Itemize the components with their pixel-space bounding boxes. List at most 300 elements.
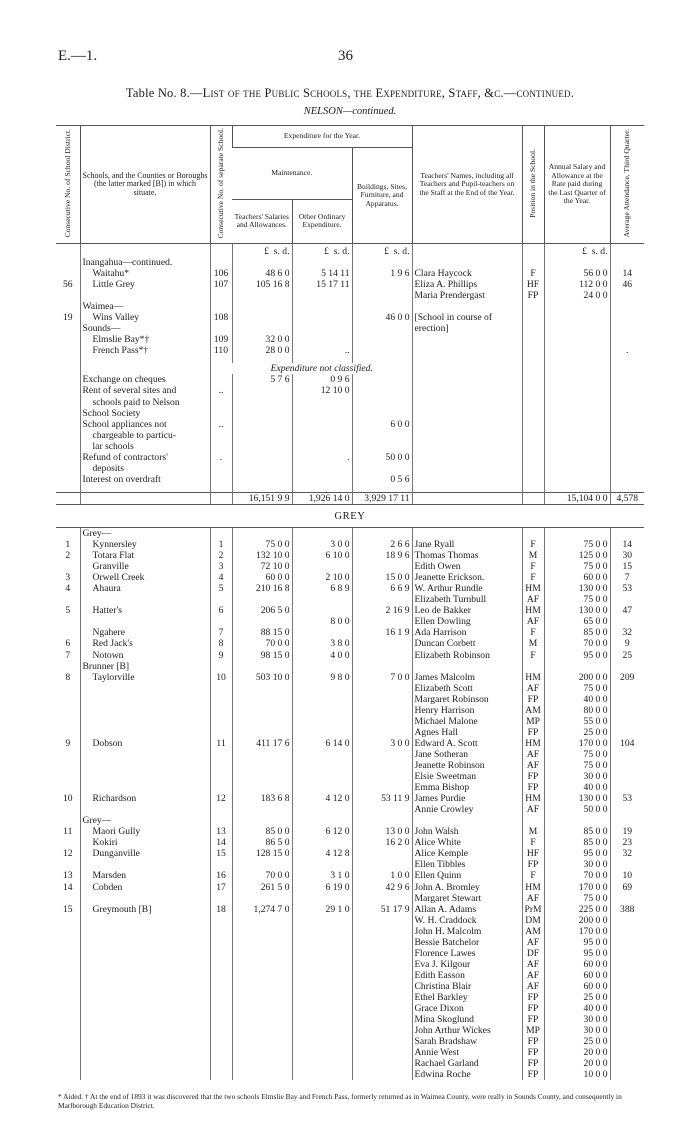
blank [522,463,544,474]
position: AF [522,594,544,605]
attendance [610,937,644,948]
blank [544,385,610,396]
other-expenditure: 6 19 0 [292,882,352,893]
attendance [610,1025,644,1036]
teacher-name: Agnes Hall [412,727,522,738]
col-expenditure: Expenditure for the Year. [232,126,412,148]
annual-salary: 225 0 0 [544,904,610,915]
school-no [210,926,232,937]
table-title [0,86,700,101]
table-row [56,323,644,334]
teachers-salaries: 132 10 0 [232,550,292,561]
blank [522,441,544,452]
schools-table [56,125,644,1080]
teachers-salaries [232,727,292,738]
teachers-salaries: 98 15 0 [232,650,292,661]
school-name [80,959,210,970]
school-name [80,771,210,782]
attendance [610,893,644,904]
other-expenditure [292,1014,352,1025]
teacher-name: Grace Dixon [412,1003,522,1014]
total-annual-salary: 15,104 0 0 [544,492,610,504]
school-no [210,463,232,474]
spacer-cell [210,356,232,363]
attendance [610,705,644,716]
position: AF [522,937,544,948]
school-no [210,948,232,959]
table-row [56,257,644,268]
blank [610,385,644,396]
annual-salary [544,345,610,356]
buildings: 3 0 0 [352,738,412,749]
attendance [610,749,644,760]
annual-salary [544,815,610,826]
misc-row [56,441,644,452]
teachers-salaries [232,749,292,760]
other-expenditure [292,1036,352,1047]
attendance [610,727,644,738]
district-no [56,683,80,694]
school-name [80,749,210,760]
annual-salary: 95 0 0 [544,948,610,959]
teachers-salaries: 60 0 0 [232,572,292,583]
position: AF [522,970,544,981]
annual-salary: 30 0 0 [544,1025,610,1036]
school-name [80,1058,210,1069]
other-expenditure: 9 8 0 [292,672,352,683]
buildings: 15 0 0 [352,572,412,583]
col-other-expenditure: Other Ordinary Expenditure. [292,199,352,243]
position: AF [522,616,544,627]
annual-salary: 25 0 0 [544,727,610,738]
district-no [56,1025,80,1036]
table-row [56,1069,644,1080]
attendance: 19 [610,826,644,837]
table-row [56,793,644,804]
school-no [210,782,232,793]
table-title-prefix: Table No. 8.— [125,86,203,100]
attendance [610,290,644,301]
teachers-salaries [232,804,292,815]
table-row [56,804,644,815]
other-expenditure [292,981,352,992]
attendance [610,616,644,627]
teachers-salaries [232,1036,292,1047]
school-no: 7 [210,627,232,638]
district-no [56,408,80,419]
school-name: Inangahua—continued. [80,257,210,268]
teachers-salaries [232,771,292,782]
attendance [610,716,644,727]
attendance [610,312,644,323]
teacher-name: Elizabeth Scott [412,683,522,694]
teacher-name: Thomas Thomas [412,550,522,561]
district-no [56,385,80,396]
spacer-cell [610,356,644,363]
teachers-salaries [232,616,292,627]
school-name [80,981,210,992]
attendance [610,1058,644,1069]
buildings: 46 0 0 [352,312,412,323]
district-no [56,981,80,992]
buildings: 1 9 6 [352,268,412,279]
position [522,815,544,826]
teacher-name: Ellen Tibbles [412,859,522,870]
teacher-name: Emma Bishop [412,782,522,793]
school-no: 2 [210,550,232,561]
teachers-salaries [232,1047,292,1058]
misc-row [56,452,644,463]
teacher-name: Alice Kemple [412,848,522,859]
teachers-salaries [232,528,292,540]
position [522,312,544,323]
school-no: 1 [210,539,232,550]
district-no [56,837,80,848]
table-row [56,992,644,1003]
table-row [56,837,644,848]
other-expenditure: 3 1 0 [292,870,352,881]
blank [544,452,610,463]
school-name: Marsden [80,870,210,881]
spacer-cell [232,485,292,493]
blank [412,452,522,463]
not-classified-row [56,363,644,374]
teacher-name: Margaret Robinson [412,694,522,705]
teacher-name: Maria Prendergast [412,290,522,301]
table-row [56,716,644,727]
teachers-salaries: 183 6 8 [232,793,292,804]
school-name: French Pass*† [80,345,210,356]
school-name [80,1069,210,1080]
other-expenditure: 3 0 0 [292,539,352,550]
misc-row [56,397,644,408]
district-no [56,627,80,638]
district-no [56,397,80,408]
district-no: 15 [62,903,73,915]
attendance [610,771,644,782]
table-row [56,826,644,837]
buildings: 13 0 0 [352,826,412,837]
total-attendance: 4,578 [610,492,644,504]
table-row [56,848,644,859]
school-name: Sounds— [80,323,210,334]
blank [522,452,544,463]
table-row [56,638,644,649]
other-expenditure: 5 14 11 [292,268,352,279]
attendance: 30 [610,550,644,561]
buildings [352,782,412,793]
district-no [56,815,80,826]
blank [412,363,522,374]
other-expenditure [292,970,352,981]
misc-item: School Society [80,408,210,419]
teacher-name: Henry Harrison [412,705,522,716]
school-no [210,959,232,970]
annual-salary: 25 0 0 [544,1036,610,1047]
table-row [56,937,644,948]
attendance [610,948,644,959]
other-expenditure [292,959,352,970]
position: HM [522,738,544,749]
teacher-name [412,345,522,356]
district-no: 4 [65,583,71,595]
misc-row [56,419,644,430]
teachers-salaries: 1,274 7 0 [232,904,292,915]
school-no [210,528,232,540]
district-no [56,705,80,716]
teachers-salaries [232,463,292,474]
school-no: 18 [210,904,232,915]
units-row: £ s. d. £ s. d. £ s. d. £ s. d. [56,243,644,257]
table-row [56,616,644,627]
position: AM [522,705,544,716]
school-no: 108 [210,312,232,323]
district-no: 9 [65,737,71,749]
other-expenditure [292,915,352,926]
col-teachers: Teachers' Names, including all Teachers and Pupil-teachers on the Staff at the End of the Year. [412,126,522,244]
other-expenditure [292,528,352,540]
district-no [56,594,80,605]
position: FP [522,1069,544,1080]
teacher-name: Sarah Bradshaw [412,1036,522,1047]
attendance [610,528,644,540]
teacher-name: John Arthur Wickes [412,1025,522,1036]
table-row [56,771,644,782]
other-expenditure [292,605,352,616]
annual-salary: 40 0 0 [544,1003,610,1014]
other-expenditure: 2 10 0 [292,572,352,583]
district-no [56,804,80,815]
attendance [610,782,644,793]
position: F [522,268,544,279]
district-no [56,1058,80,1069]
other-expenditure [292,749,352,760]
buildings [352,561,412,572]
blank [412,474,522,485]
teacher-name: Jeanette Robinson [412,760,522,771]
other-expenditure [292,301,352,312]
teacher-name [412,257,522,268]
table-row [56,550,644,561]
school-name [80,1036,210,1047]
annual-salary: 112 0 0 [544,279,610,290]
buildings [352,408,412,419]
teachers-salaries [232,992,292,1003]
teacher-name: Allan A. Adams [412,904,522,915]
buildings [352,430,412,441]
blank [544,419,610,430]
blank [80,492,210,504]
district-no [56,561,80,572]
school-name: Red Jack's [80,638,210,649]
school-name: Brunner [B] [80,661,210,672]
annual-salary: 55 0 0 [544,716,610,727]
district-no [56,1036,80,1047]
teachers-salaries [232,815,292,826]
teacher-name: John A. Bromley [412,882,522,893]
school-no [210,408,232,419]
attendance [610,323,644,334]
district-no: 2 [65,550,71,562]
school-no [210,981,232,992]
col-attendance: Average Attendance, Third Quarter. [610,126,644,244]
table-row [56,948,644,959]
district-no [56,948,80,959]
buildings [352,1069,412,1080]
teacher-name: Mina Skoglund [412,1014,522,1025]
blank [544,397,610,408]
attendance [610,1047,644,1058]
position: AF [522,893,544,904]
attendance: 47 [610,605,644,616]
other-expenditure [292,1058,352,1069]
blank [610,419,644,430]
table-row [56,539,644,550]
position: HM [522,793,544,804]
buildings: 42 9 6 [352,882,412,893]
teacher-name [412,815,522,826]
school-no: .. [210,419,232,430]
school-name: Grey— [80,528,210,540]
buildings [352,616,412,627]
annual-salary: 85 0 0 [544,627,610,638]
annual-salary: 85 0 0 [544,837,610,848]
table-row [56,650,644,661]
teachers-salaries [232,926,292,937]
other-expenditure [292,594,352,605]
other-expenditure: . [292,452,352,463]
teacher-name: Leo de Bakker [412,605,522,616]
other-expenditure: 6 8 9 [292,583,352,594]
col-position: Position in the School. [522,126,544,244]
attendance [610,804,644,815]
school-name [80,948,210,959]
annual-salary: 75 0 0 [544,594,610,605]
school-no: 5 [210,583,232,594]
attendance: 104 [610,738,644,749]
annual-salary: 75 0 0 [544,760,610,771]
district-no [56,937,80,948]
buildings [352,1047,412,1058]
teacher-name: Annie West [412,1047,522,1058]
position: FP [522,1058,544,1069]
teacher-name: Edith Owen [412,561,522,572]
district-no: 3 [65,572,71,584]
attendance [610,915,644,926]
teachers-salaries [232,419,292,430]
buildings [352,257,412,268]
school-name: Wins Valley [80,312,210,323]
teachers-salaries: 70 0 0 [232,870,292,881]
buildings: 1 0 0 [352,870,412,881]
blank [610,463,644,474]
position: FP [522,694,544,705]
annual-salary: 60 0 0 [544,959,610,970]
position: FP [522,290,544,301]
district-no [56,970,80,981]
position: FP [522,859,544,870]
district-no [56,749,80,760]
school-no: 110 [210,345,232,356]
annual-salary: 75 0 0 [544,539,610,550]
school-name: Waitahu* [80,268,210,279]
table-row [56,882,644,893]
misc-row [56,408,644,419]
table-row [56,981,644,992]
school-no [210,727,232,738]
district-no [56,419,80,430]
misc-row [56,430,644,441]
district-no [56,959,80,970]
buildings [352,981,412,992]
teacher-name: Annie Crowley [412,804,522,815]
teacher-name: W. H. Craddock [412,915,522,926]
blank [522,363,544,374]
buildings [352,463,412,474]
teachers-salaries [232,705,292,716]
blank [80,363,210,374]
annual-salary: 60 0 0 [544,981,610,992]
annual-salary: 65 0 0 [544,616,610,627]
buildings [352,638,412,649]
annual-salary [544,257,610,268]
attendance [610,683,644,694]
blank [412,463,522,474]
buildings [352,771,412,782]
teachers-salaries: 105 16 8 [232,279,292,290]
other-expenditure [292,948,352,959]
other-expenditure [292,290,352,301]
teacher-name: Jane Ryall [412,539,522,550]
position: FP [522,1036,544,1047]
blank [412,408,522,419]
spacer-cell [292,485,352,493]
school-no: 106 [210,268,232,279]
other-expenditure [292,937,352,948]
total-other: 1,926 14 0 [292,492,352,504]
buildings: 16 1 9 [352,627,412,638]
blank [412,397,522,408]
district-no: 11 [63,826,73,838]
teacher-name: Edwina Roche [412,1069,522,1080]
other-expenditure [292,419,352,430]
district-no: 8 [65,671,71,683]
attendance [610,1014,644,1025]
school-no [210,594,232,605]
school-no [210,430,232,441]
school-name: Ngahere [80,627,210,638]
teachers-salaries [232,661,292,672]
other-expenditure [292,705,352,716]
school-name [80,694,210,705]
spacer-cell [80,356,210,363]
position: F [522,627,544,638]
school-name: Kokiri [80,837,210,848]
teacher-name: Edith Easson [412,970,522,981]
teacher-name: Edward A. Scott [412,738,522,749]
table-row [56,627,644,638]
table-row [56,749,644,760]
table-row [56,301,644,312]
school-name: Maori Gully [80,826,210,837]
teacher-name: [School in course of [412,312,522,323]
attendance [610,959,644,970]
table-row [56,705,644,716]
school-name [80,1014,210,1025]
blank [610,374,644,385]
district-no [56,301,80,312]
annual-salary: 20 0 0 [544,1047,610,1058]
